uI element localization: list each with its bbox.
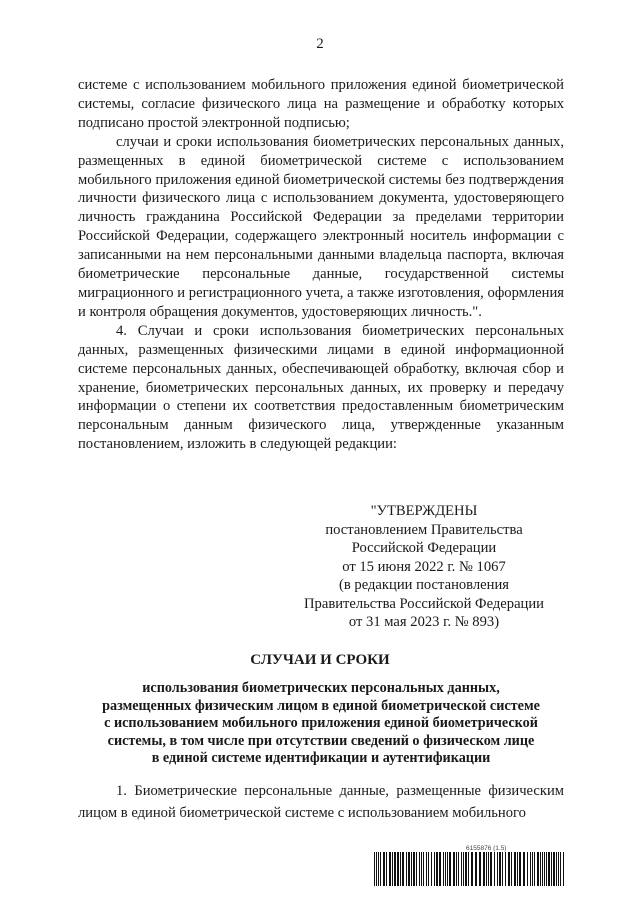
approval-line: (в редакции постановления [339,577,509,593]
approval-line: Российской Федерации [351,540,497,556]
approval-stamp [296,502,552,632]
subtitle-line: использования биометрических персональных данных, [142,680,500,696]
approval-line: "УТВЕРЖДЕНЫ [370,503,478,519]
approval-line: Правительства Российской Федерации [304,595,544,612]
subtitle-line: размещенных физическим лицом в единой биометрической системе [102,697,540,714]
body-text [78,76,564,454]
subtitle-line: с использованием мобильного приложения единой биометрической [104,715,538,732]
approval-line: от 31 мая 2023 г. № 893) [348,614,500,630]
clause-1: 1. Биометрические персональные данные, размещенные физическим лицом в единой биометрической системе с использованием мобильного [78,783,564,821]
paragraph-continuation: системе с использованием мобильного приложения единой биометрической системы, согласие физического лица на размещение и обработку которых подписано простой электронной подписью; [78,77,564,131]
document-subtitle [78,680,564,768]
page-number: 2 [316,36,324,52]
barcode-image [374,852,568,886]
subtitle-line: системы, в том числе при отсутствии сведений о физическом лице [107,732,535,749]
barcode-number: 6155876 (1.5) [466,845,507,852]
subtitle-line: в единой системе идентификации и аутентификации [151,750,491,767]
paragraph-item-4: 4. Случаи и сроки использования биометрических персональных данных, размещенных физическими лицами в единой информационной системе персональных данных, обеспечивающей обработку, включая сбор и хранение, биометрических персональных данных, их проверку и передачу информации о степени их соответствия предоставленным биометрическим персональным данным физического лица, утвержденные указанным постановлением, изложить в следующей редакции: [78,322,564,453]
approval-line: от 15 июня 2022 г. № 1067 [342,558,506,575]
document-title: СЛУЧАИ И СРОКИ [250,652,390,668]
approval-line: постановлением Правительства [325,521,523,538]
paragraph-cases-passport: случаи и сроки использования биометрических персональных данных, размещенных в единой биометрической системе с использованием мобильного приложения единой биометрической системы без подтверждения личности физического лица с использованием документа, удостоверяющего личность гражданина Российской Федерации за пределами территории Российской Федерации, содержащего электронный носитель информации с записанными на нем персональными данными владельца паспорта, включая биометрические персональные данные, государственной системы миграционного и регистрационного учета, а также изготовления, оформления и контроля обращения документов, удостоверяющих личность.". [78,133,564,320]
